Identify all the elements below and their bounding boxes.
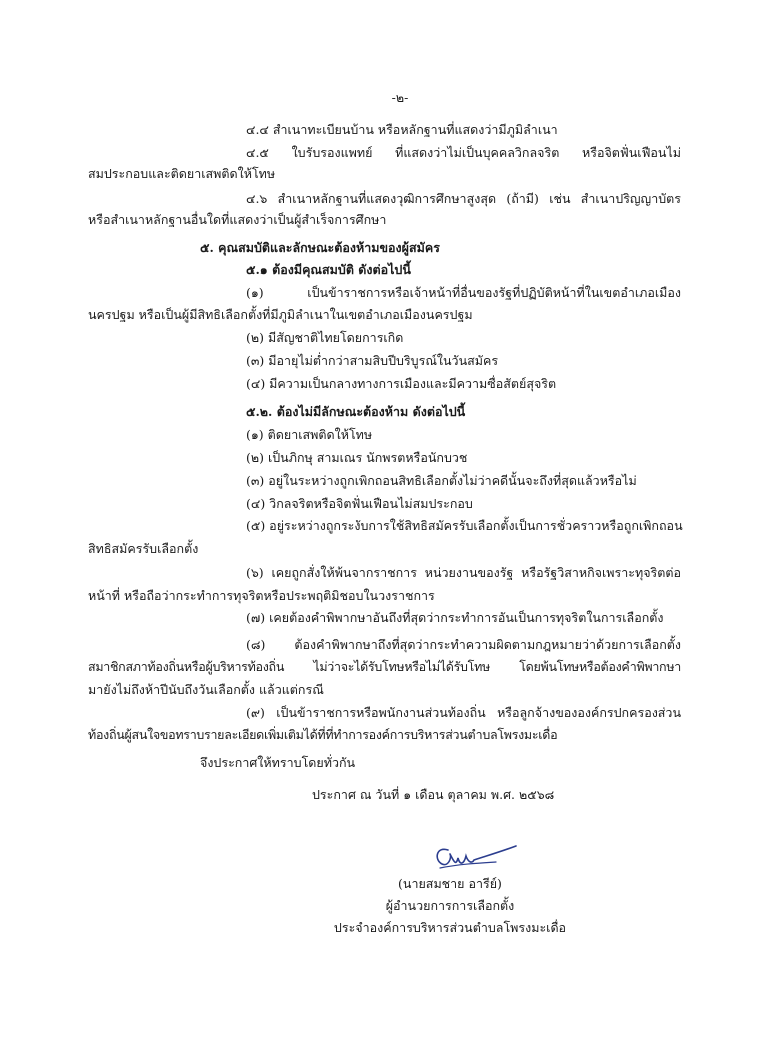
prohibit-line-3: (๓) อยู่ในระหว่างถูกเพิกถอนสิทธิเลือกตั้งไม่ว่าคดีนั้นจะถึงที่สุดแล้วหรือไม่ (246, 473, 637, 488)
prohibit-line-1: (๑) ติดยาเสพติดให้โทษ (246, 427, 373, 442)
prohibit-line-8-cont2: มายังไม่ถึงห้าปีนับถึงวันเลือกตั้ง แล้วแต่กรณี (88, 682, 324, 697)
prohibit-line-2: (๒) เป็นภิกษุ สามเณร นักพรตหรือนักบวช (246, 450, 468, 465)
qual-line-1-cont: นครปฐม หรือเป็นผู้มีสิทธิเลือกตั้งที่มีภูมิลำเนาในเขตอำเภอเมืองนครปฐม (88, 307, 473, 322)
qual-line-4: (๔) มีความเป็นกลางทางการเมืองและมีความซื่อสัตย์สุจริต (246, 376, 557, 391)
prohibit-line-6: (๖) เคยถูกสั่งให้พ้นจากราชการ หน่วยงานของรัฐ หรือรัฐวิสาหกิจเพราะทุจริตต่อ (246, 565, 681, 580)
qual-line-2: (๒) มีสัญชาติไทยโดยการเกิด (246, 330, 404, 345)
prohibit-line-4: (๔) วิกลจริตหรือจิตฟั่นเฟือนไม่สมประกอบ (246, 496, 473, 511)
closing-statement: จึงประกาศให้ทราบโดยทั่วกัน (200, 755, 356, 770)
prohibit-line-8-cont: สมาชิกสภาท้องถิ่นหรือผู้บริหารท้องถิ่น ไม่ว่าจะได้รับโทษหรือไม่ได้รับโทษ โดยพ้นโทษหรือต้องคำพิพากษา (88, 659, 681, 674)
announce-date: ประกาศ ณ วันที่ ๑ เดือน ตุลาคม พ.ศ. ๒๕๖๘ (312, 787, 555, 802)
doc-item-4-5: ๔.๕ ใบรับรองแพทย์ ที่แสดงว่าไม่เป็นบุคคลวิกลจริต หรือจิตฟั่นเฟือนไม่ (246, 145, 681, 160)
prohibit-line-6-cont: หน้าที่ หรือถือว่ากระทำการทุจริตหรือประพฤติมิชอบในวงราชการ (88, 588, 435, 603)
prohibit-line-5-cont: สิทธิสมัครรับเลือกตั้ง (88, 541, 199, 556)
signer-title: ผู้อำนวยการการเลือกตั้ง (385, 898, 515, 913)
qual-line-1: (๑) เป็นข้าราชการหรือเจ้าหน้าที่อื่นของรัฐที่ปฏิบัติหน้าที่ในเขตอำเภอเมือง (246, 285, 681, 300)
section-5-heading: ๕. คุณสมบัติและลักษณะต้องห้ามของผู้สมัคร (200, 240, 440, 255)
prohibit-line-5: (๕) อยู่ระหว่างถูกระงับการใช้สิทธิสมัครรับเลือกตั้งเป็นการชั่วคราวหรือถูกเพิกถอน (246, 518, 683, 533)
signer-name: (นายสมชาย อารีย์) (398, 876, 502, 891)
signature-mark (430, 842, 530, 876)
page-number: -๒- (391, 90, 409, 105)
doc-item-4-5-cont: สมประกอบและติดยาเสพติดให้โทษ (88, 166, 276, 181)
doc-item-4-4: ๔.๔ สำเนาทะเบียนบ้าน หรือหลักฐานที่แสดงว่ามีภูมิลำเนา (246, 122, 558, 137)
prohibit-line-8: (๘) ต้องคำพิพากษาถึงที่สุดว่ากระทำความผิดตามกฎหมายว่าด้วยการเลือกตั้ง (246, 637, 681, 652)
qual-line-3: (๓) มีอายุไม่ต่ำกว่าสามสิบปีบริบูรณ์ในวันสมัคร (246, 353, 499, 368)
doc-item-4-6: ๔.๖ สำเนาหลักฐานที่แสดงวุฒิการศึกษาสูงสุด (ถ้ามี) เช่น สำเนาปริญญาบัตร (246, 191, 681, 206)
section-5-1-heading: ๕.๑ ต้องมีคุณสมบัติ ดังต่อไปนี้ (246, 262, 411, 277)
prohibit-line-9: (๙) เป็นข้าราชการหรือพนักงานส่วนท้องถิ่น หรือลูกจ้างขององค์กรปกครองส่วน (246, 705, 681, 720)
prohibit-line-9-cont: ท้องถิ่นผู้สนใจขอทราบรายละเอียดเพิ่มเติมได้ที่ที่ทำการองค์การบริหารส่วนตำบลโพรงมะเดื่อ (88, 727, 558, 742)
prohibit-line-7: (๗) เคยต้องคำพิพากษาอันถึงที่สุดว่ากระทำการอันเป็นการทุจริตในการเลือกตั้ง (246, 610, 664, 625)
signer-org: ประจำองค์การบริหารส่วนตำบลโพรงมะเดื่อ (333, 920, 567, 935)
section-5-2-heading: ๕.๒. ต้องไม่มีลักษณะต้องห้าม ดังต่อไปนี้ (246, 404, 466, 419)
doc-item-4-6-cont: หรือสำเนาหลักฐานอื่นใดที่แสดงว่าเป็นผู้สำเร็จการศึกษา (88, 212, 387, 227)
